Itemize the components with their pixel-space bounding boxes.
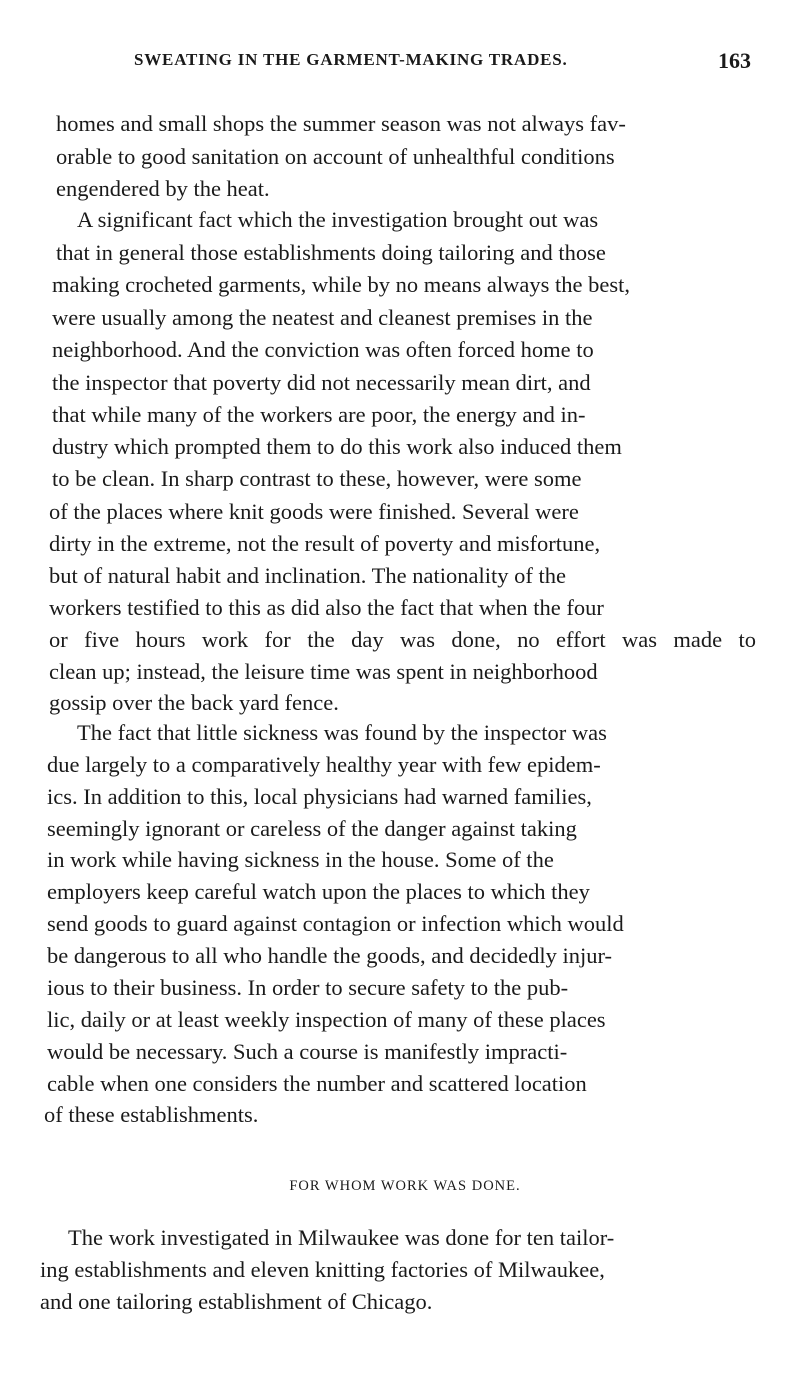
text-line: The work investigated in Milwaukee was done for ten tailor- <box>68 1225 615 1250</box>
text-line: send goods to guard against contagion or infection which would <box>47 911 624 936</box>
text-line: neighborhood. And the conviction was often forced home to <box>52 337 594 362</box>
text-line: lic, daily or at least weekly inspection of many of these places <box>47 1007 606 1032</box>
section-heading: FOR WHOM WORK WAS DONE. <box>289 1178 521 1194</box>
text-line: due largely to a comparatively healthy year with few epidem- <box>47 752 601 777</box>
text-line: of these establishments. <box>44 1102 259 1127</box>
text-line: and one tailoring establishment of Chicago. <box>40 1289 433 1314</box>
text-line: that in general those establishments doing tailoring and those <box>56 240 606 265</box>
text-line: would be necessary. Such a course is manifestly impracti- <box>47 1039 568 1064</box>
text-line: cable when one considers the number and scattered location <box>47 1071 587 1096</box>
text-line: of the places where knit goods were finished. Several were <box>49 499 579 524</box>
text-line: were usually among the neatest and cleanest premises in the <box>52 305 593 330</box>
text-line: workers testified to this as did also the fact that when the four <box>49 595 604 620</box>
page-number: 163 <box>718 48 751 73</box>
text-line: to be clean. In sharp contrast to these, however, were some <box>52 466 582 491</box>
text-line: or five hours work for the day was done, no effort was made to <box>49 627 756 652</box>
text-line: ious to their business. In order to secure safety to the pub- <box>47 975 569 1000</box>
running-head: SWEATING IN THE GARMENT-MAKING TRADES. <box>134 50 568 69</box>
text-line: employers keep careful watch upon the places to which they <box>47 879 590 904</box>
text-line: orable to good sanitation on account of unhealthful conditions <box>56 144 615 169</box>
text-line: clean up; instead, the leisure time was spent in neighborhood <box>49 659 598 684</box>
text-line: be dangerous to all who handle the goods, and decidedly injur- <box>47 943 613 968</box>
text-line: dirty in the extreme, not the result of poverty and misfortune, <box>49 531 601 556</box>
text-line: engendered by the heat. <box>56 176 270 201</box>
page-header <box>0 40 810 80</box>
text-line: homes and small shops the summer season was not always fav- <box>56 111 626 136</box>
text-line: that while many of the workers are poor, the energy and in- <box>52 402 586 427</box>
text-line: A significant fact which the investigation brought out was <box>77 207 599 232</box>
text-line: ing establishments and eleven knitting factories of Milwaukee, <box>40 1257 605 1282</box>
text-line: making crocheted garments, while by no means always the best, <box>52 272 630 297</box>
text-line: dustry which prompted them to do this work also induced them <box>52 434 622 459</box>
text-line: the inspector that poverty did not necessarily mean dirt, and <box>52 370 591 395</box>
text-line: but of natural habit and inclination. The nationality of the <box>49 563 566 588</box>
text-line: The fact that little sickness was found by the inspector was <box>77 720 607 745</box>
text-line: seemingly ignorant or careless of the danger against taking <box>47 816 577 841</box>
text-line: in work while having sickness in the house. Some of the <box>47 847 554 872</box>
text-line: gossip over the back yard fence. <box>49 690 339 715</box>
text-line: ics. In addition to this, local physicians had warned families, <box>47 784 592 809</box>
